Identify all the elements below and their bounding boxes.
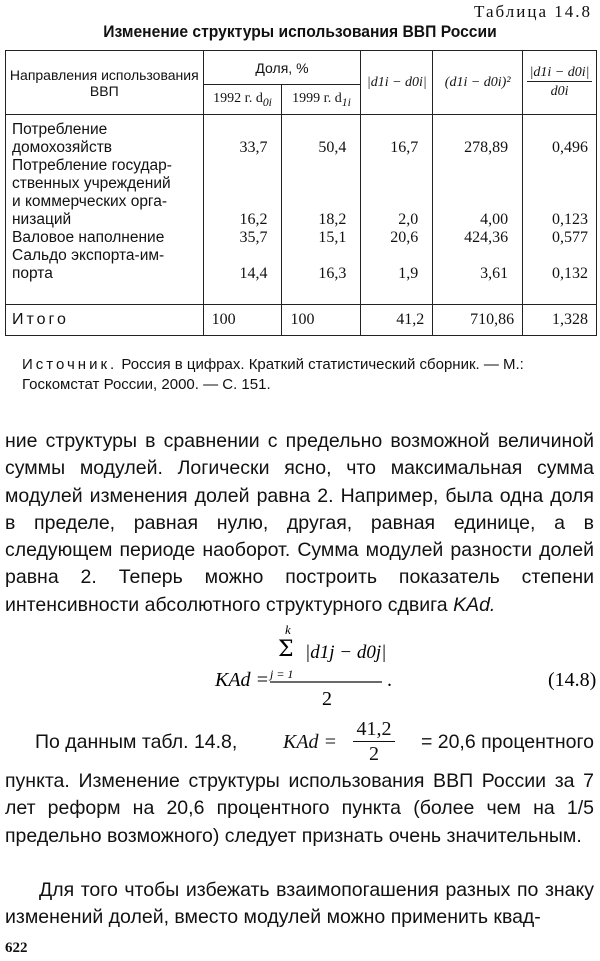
formula2-lhs: KAd = <box>283 731 338 753</box>
header-direction: Направления использования ВВП <box>6 51 204 115</box>
header-abs-diff: |d1i − d0i| <box>361 51 433 115</box>
cell-value: 0,496 <box>552 139 588 156</box>
cell-value: 14,4 <box>239 265 268 282</box>
structure-table <box>5 50 597 336</box>
row-name: домохозяйств <box>12 139 113 156</box>
formula-number: (14.8) <box>548 669 597 691</box>
header-share: Доля, % <box>203 51 361 85</box>
sum-symbol: Σ <box>278 637 294 662</box>
cell-value: 16,2 <box>239 211 268 228</box>
formula-sum-top: k <box>285 622 291 637</box>
row-name: и коммерческих орга- <box>12 193 168 210</box>
cell-value: 278,89 <box>464 139 509 156</box>
header-ratio-denominator: d0i <box>550 84 569 99</box>
row-name: Сальдо экспорта-им- <box>12 247 165 264</box>
col-sq-diff <box>433 115 523 305</box>
formula-kad-calc <box>5 718 594 768</box>
row-name: Потребление <box>12 121 108 138</box>
row-name: Валовое наполнение <box>12 229 165 246</box>
page-number: 622 <box>5 940 28 956</box>
cell-value: 16,3 <box>318 265 347 282</box>
cell-value: 33,7 <box>239 139 268 156</box>
row-name: низаций <box>12 211 72 228</box>
paragraph-1 <box>5 428 594 619</box>
formula2-result: = 20,6 процентного <box>420 731 594 753</box>
paragraph-1-kad: KAd. <box>453 593 496 616</box>
formula-sum-bottom: j = 1 <box>270 667 294 681</box>
header-year-1992: 1992 г. $d_{0i}$ <box>203 85 282 115</box>
paragraph-1-text: ние структуры в сравнении с предельно возможной величиной суммы модулей. Логически ясно, что максимальная сумма модулей изменения долей равна 2. Например, была одна доля в пределе, равная нулю, другая, равная единице, а в следующем периоде наоборот. Сумма модулей разности долей равна 2. Теперь можно построить показатель степени интенсивности абсолютного структурного сдвига <box>5 430 594 616</box>
cell-value: 18,2 <box>318 211 347 228</box>
cell-value: 20,6 <box>390 229 419 246</box>
table-label: Таблица 14.8 <box>474 2 592 21</box>
formula2-num: 41,2 <box>353 718 395 742</box>
total-row <box>6 305 597 336</box>
row-names-cell <box>6 115 204 305</box>
table-title: Изменение структуры использования ВВП России <box>103 22 497 41</box>
cell-value: 35,7 <box>239 229 268 246</box>
col-1999 <box>282 115 361 305</box>
total-1999: 100 <box>282 305 361 336</box>
header-ratio-numerator: |d1i − d0i| <box>527 65 592 82</box>
col-ratio <box>523 115 597 305</box>
cell-value: 4,00 <box>480 211 509 228</box>
source-text: Россия в цифрах. Краткий статистический сборник. — М.: Госкомстат России, 2000. — С. 151. <box>22 356 524 393</box>
cell-value: 3,61 <box>480 265 509 282</box>
row-name: порта <box>12 265 53 282</box>
row-name: Потребление государ- <box>12 157 172 174</box>
cell-value: 50,4 <box>318 139 347 156</box>
cell-value: 16,7 <box>390 139 419 156</box>
cell-value: 15,1 <box>318 229 347 246</box>
source-word: Источник. <box>22 356 118 373</box>
total-abs: 41,2 <box>361 305 433 336</box>
total-ratio: 1,328 <box>523 305 597 336</box>
formula-numerator: |d1j − d0j| <box>305 642 387 663</box>
header-year-1999: 1999 г. $d_{1i}$ <box>282 85 361 115</box>
col-abs-diff <box>361 115 433 305</box>
total-sq: 710,86 <box>433 305 523 336</box>
cell-value: 2,0 <box>398 211 419 228</box>
col-1992 <box>203 115 282 305</box>
cell-value: 0,132 <box>552 265 588 282</box>
header-sq-diff: (d1i − d0i)² <box>433 51 523 115</box>
formula2-prefix: По данным табл. 14.8, <box>35 731 238 753</box>
formula-kad <box>0 620 600 710</box>
formula-denominator: 2 <box>322 688 332 710</box>
row-name: ственных учреждений <box>12 175 171 192</box>
table-source <box>22 355 592 395</box>
cell-value: 0,577 <box>552 229 588 246</box>
total-1992: 100 <box>203 305 282 336</box>
header-ratio <box>523 51 597 115</box>
cell-value: 424,36 <box>464 229 509 246</box>
formula2-den: 2 <box>369 743 379 765</box>
formula-lhs: KAd = <box>215 669 270 691</box>
formula-dot: . <box>387 669 392 691</box>
paragraph-2: пункта. Изменение структуры использования ВВП России за 7 лет реформ на 20,6 процентного пункта (более чем на 1/5 предельно возможного) следует признать очень значительным. <box>5 770 594 847</box>
cell-value: 1,9 <box>398 265 419 282</box>
cell-value: 0,123 <box>552 211 588 228</box>
total-label: Итого <box>6 305 204 336</box>
paragraph-3: Для того чтобы избежать взаимопогашения разных по знаку изменений долей, вместо модулей можно применить квад- <box>5 879 594 929</box>
